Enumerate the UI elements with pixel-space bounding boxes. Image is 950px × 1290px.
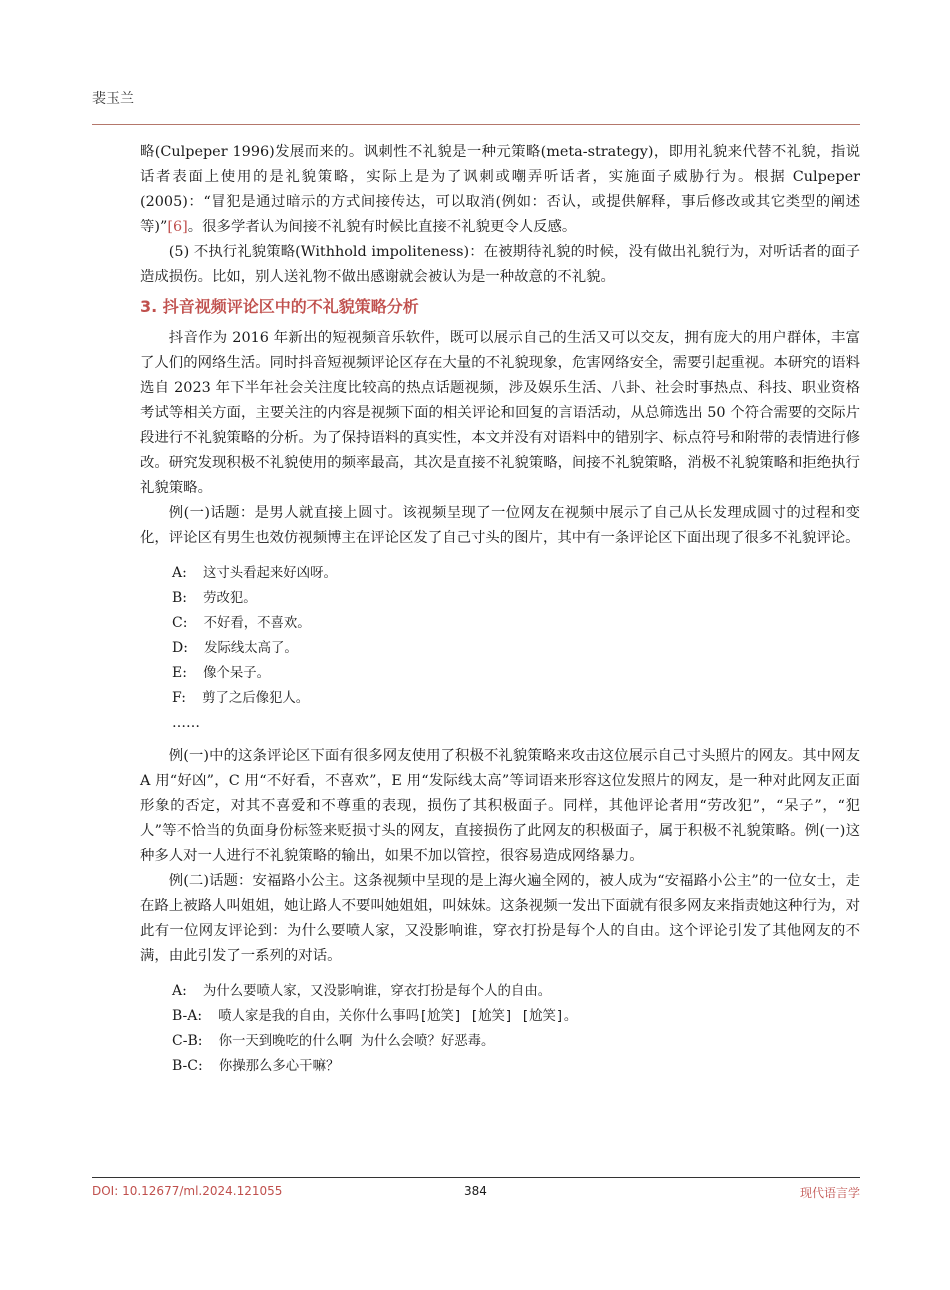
dialogue-text: 为什么要喷人家，又没影响谁，穿衣打扮是每个人的自由。 — [202, 984, 552, 999]
dialogue-line — [172, 1029, 860, 1054]
speaker-label: C-B: — [172, 1033, 203, 1049]
example-1-dialogue — [172, 561, 860, 736]
dialogue-text: 喷人家是我的自由，关你什么事吗[尬笑] [尬笑] [尬笑]。 — [218, 1009, 578, 1024]
paragraph-example-2-topic: 例(二)话题：安福路小公主。这条视频中呈现的是上海火遍全网的，被人成为“安福路小公主”的一位女士，走在路上被路人叫姐姐，她让路人不要叫她姐姐，叫妹妹。这条视频一发出下面就有很多网友来指责她这种行为，对此有一位网友评论到：为什么要喷人家，又没影响谁，穿衣打扮是每个人的自由。这个评论引发了其他网友的不满，由此引发了一系列的对话。 — [140, 873, 860, 964]
dialogue-text: 不好看，不喜欢。 — [203, 616, 311, 631]
dialogue-line — [172, 661, 860, 686]
speaker-label: A: — [172, 983, 187, 999]
paragraph-douyin-intro: 抖音作为 2016 年新出的短视频音乐软件，既可以展示自己的生活又可以交友，拥有庞大的用户群体，丰富了人们的网络生活。同时抖音短视频评论区存在大量的不礼貌现象，危害网络安全，需要引起重视。本研究的语料选自 2023 年下半年社会关注度比较高的热点话题视频，涉及娱乐生活、八卦、社会时事热点、科技、职业资格考试等相关方面，主要关注的内容是视频下面的相关评论和回复的言语活动，从总筛选出 50 个符合需要的交际片段进行不礼貌策略的分析。为了保持语料的真实性，本文并没有对语料中的错别字、标点符号和附带的表情进行修改。研究发现积极不礼貌使用的频率最高，其次是直接不礼貌策略，间接不礼貌策略，消极不礼貌策略和拒绝执行礼貌策略。 — [140, 330, 860, 496]
footer-page-number: 384 — [464, 1184, 487, 1198]
dialogue-line — [172, 586, 860, 611]
dialogue-line — [172, 561, 860, 586]
dialogue-line — [172, 611, 860, 636]
paragraph-example-1-analysis: 例(一)中的这条评论区下面有很多网友使用了积极不礼貌策略来攻击这位展示自己寸头照片的网友。其中网友 A 用“好凶”，C 用“不好看，不喜欢”，E 用“发际线太高”等词语来形容这位发照片的网友，是一种对此网友正面形象的否定，对其不喜爱和不尊重的表现，损伤了其积极面子。同样，其他评论者用“劳改犯”，“呆子”，“犯人”等不恰当的负面身份标签来贬损寸头的网友，直接损伤了此网友的积极面子，属于积极不礼貌策略。例(一)这种多人对一人进行不礼貌策略的输出，如果不加以管控，很容易造成网络暴力。 — [140, 748, 860, 864]
section-3-heading: 3. 抖音视频评论区中的不礼貌策略分析 — [140, 297, 419, 316]
ellipsis-text: …… — [172, 715, 200, 731]
example-2-dialogue — [172, 979, 860, 1079]
dialogue-text: 你一天到晚吃的什么啊 为什么会喷？好恶毒。 — [218, 1034, 495, 1049]
dialogue-text: 你操那么多心干嘛？ — [218, 1059, 340, 1074]
footer-rule — [92, 1177, 860, 1178]
dialogue-text: 像个呆子。 — [203, 666, 271, 681]
dialogue-line — [172, 686, 860, 711]
dialogue-line — [172, 1054, 860, 1079]
speaker-label: D: — [172, 640, 188, 656]
page-body — [140, 140, 860, 1087]
paragraph-withhold-impoliteness: (5) 不执行礼貌策略(Withhold impoliteness)：在被期待礼貌的时候，没有做出礼貌行为，对听话者的面子造成损伤。比如，别人送礼物不做出感谢就会被认为是一种故意的不礼貌。 — [140, 244, 860, 285]
speaker-label: C: — [172, 615, 188, 631]
header-rule — [92, 124, 860, 125]
dialogue-line — [172, 979, 860, 1004]
dialogue-text: 发际线太高了。 — [204, 641, 298, 656]
speaker-label: B: — [172, 590, 188, 606]
dialogue-line — [172, 1004, 860, 1029]
speaker-label: B-C: — [172, 1058, 203, 1074]
paragraph-text-tail: 。很多学者认为间接不礼貌有时候比直接不礼貌更令人反感。 — [187, 219, 577, 235]
paragraph-indirect-impoliteness — [140, 140, 860, 240]
footer-doi-link[interactable]: DOI: 10.12677/ml.2024.121055 — [92, 1184, 283, 1198]
dialogue-text: 剪了之后像犯人。 — [202, 691, 310, 706]
dialogue-text: 这寸头看起来好凶呀。 — [202, 566, 337, 581]
running-head-author: 裴玉兰 — [92, 91, 134, 107]
dialogue-ellipsis — [172, 711, 860, 736]
paragraph-example-1-topic: 例(一)话题：是男人就直接上圆寸。该视频呈现了一位网友在视频中展示了自己从长发理成圆寸的过程和变化，评论区有男生也效仿视频博主在评论区发了自己寸头的图片，其中有一条评论区下面出现了很多不礼貌评论。 — [140, 505, 860, 546]
speaker-label: F: — [172, 690, 186, 706]
speaker-label: E: — [172, 665, 187, 681]
citation-link[interactable]: [6] — [167, 219, 188, 235]
speaker-label: A: — [172, 565, 187, 581]
speaker-label: B-A: — [172, 1008, 203, 1024]
dialogue-text: 劳改犯。 — [203, 591, 257, 606]
footer-journal-name: 现代语言学 — [799, 1186, 860, 1200]
dialogue-line — [172, 636, 860, 661]
paragraph-text: 略(Culpeper 1996)发展而来的。讽刺性不礼貌是一种元策略(meta-strategy)，即用礼貌来代替不礼貌，指说话者表面上使用的是礼貌策略，实际上是为了讽刺或嘲弄听话者，实施面子威胁行为。根据 Culpeper (2005)：“冒犯是通过暗示的方式间接传达，可以取消(例如：否认，或提供解释，事后修改或其它类型的阐述等)” — [140, 144, 860, 235]
